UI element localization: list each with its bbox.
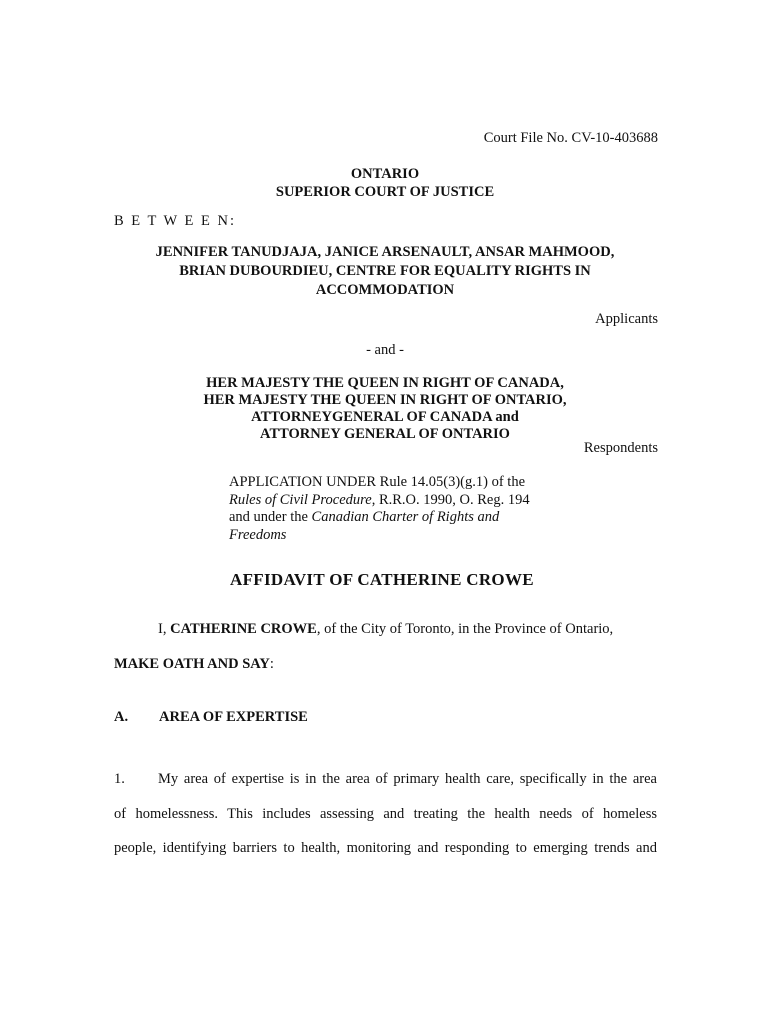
intro-rest: , of the City of Toronto, in the Province of Ontario, [316, 621, 614, 637]
oath-text: MAKE OATH AND SAY [114, 656, 270, 672]
application-text: and under the [229, 509, 312, 525]
oath-colon: : [269, 656, 274, 672]
court-province: ONTARIO [350, 166, 420, 182]
intro-sentence [158, 621, 658, 638]
deponent-name: CATHERINE CROWE [170, 621, 317, 637]
and-separator: - and - [366, 342, 404, 358]
section-number: A. [114, 709, 129, 725]
applicant-names-line: JENNIFER TANUDJAJA, JANICE ARSENAULT, ANSAR MAHMOOD, [155, 244, 615, 260]
section-title: AREA OF EXPERTISE [159, 709, 308, 725]
respondents-role: Respondents [583, 440, 658, 456]
application-line [229, 492, 559, 510]
application-statement [229, 474, 559, 544]
regulation-ref: , R.R.O. 1990, O. Reg. 194 [371, 491, 530, 508]
respondent-names-line: ATTORNEY GENERAL OF ONTARIO [260, 426, 510, 442]
oath-line [114, 656, 274, 673]
applicant-names-line: ACCOMMODATION [315, 282, 455, 298]
paragraph-line [114, 762, 657, 797]
court-heading [0, 165, 770, 201]
paragraph-1 [114, 762, 657, 866]
respondent-names-line: ATTORNEYGENERAL OF CANADA and [251, 409, 519, 425]
between-label: B E T W E E N: [114, 213, 236, 229]
applicant-names-line: BRIAN DUBOURDIEU, CENTRE FOR EQUALITY RIGHTS IN [179, 263, 591, 279]
application-line: APPLICATION UNDER Rule 14.05(3)(g.1) of the [229, 474, 526, 490]
respondent-names [0, 375, 770, 443]
paragraph-number: 1. [114, 771, 125, 787]
respondent-names-line: HER MAJESTY THE QUEEN IN RIGHT OF CANADA, [206, 375, 564, 391]
paragraph-line: of homelessness. This includes assessing and treating the health needs of homeless [114, 805, 657, 822]
court-file-number: Court File No. CV-10-403688 [483, 130, 658, 146]
applicant-names [0, 243, 770, 300]
document-title: AFFIDAVIT OF CATHERINE CROWE [230, 570, 534, 589]
paragraph-line: people, identifying barriers to health, monitoring and responding to emerging trends and [114, 840, 657, 856]
intro-prefix: I, [158, 621, 171, 637]
section-heading [114, 709, 308, 726]
respondent-names-line: HER MAJESTY THE QUEEN IN RIGHT OF ONTARIO, [203, 392, 567, 408]
court-name: SUPERIOR COURT OF JUSTICE [275, 184, 495, 200]
paragraph-text: My area of expertise is in the area of primary health care, specifically in the area [158, 771, 657, 787]
application-line: Freedoms [229, 526, 287, 543]
application-line [229, 509, 559, 527]
applicants-role: Applicants [595, 311, 658, 327]
rules-title: Rules of Civil Procedure [229, 491, 372, 508]
charter-title: Canadian Charter of Rights and [311, 509, 500, 525]
